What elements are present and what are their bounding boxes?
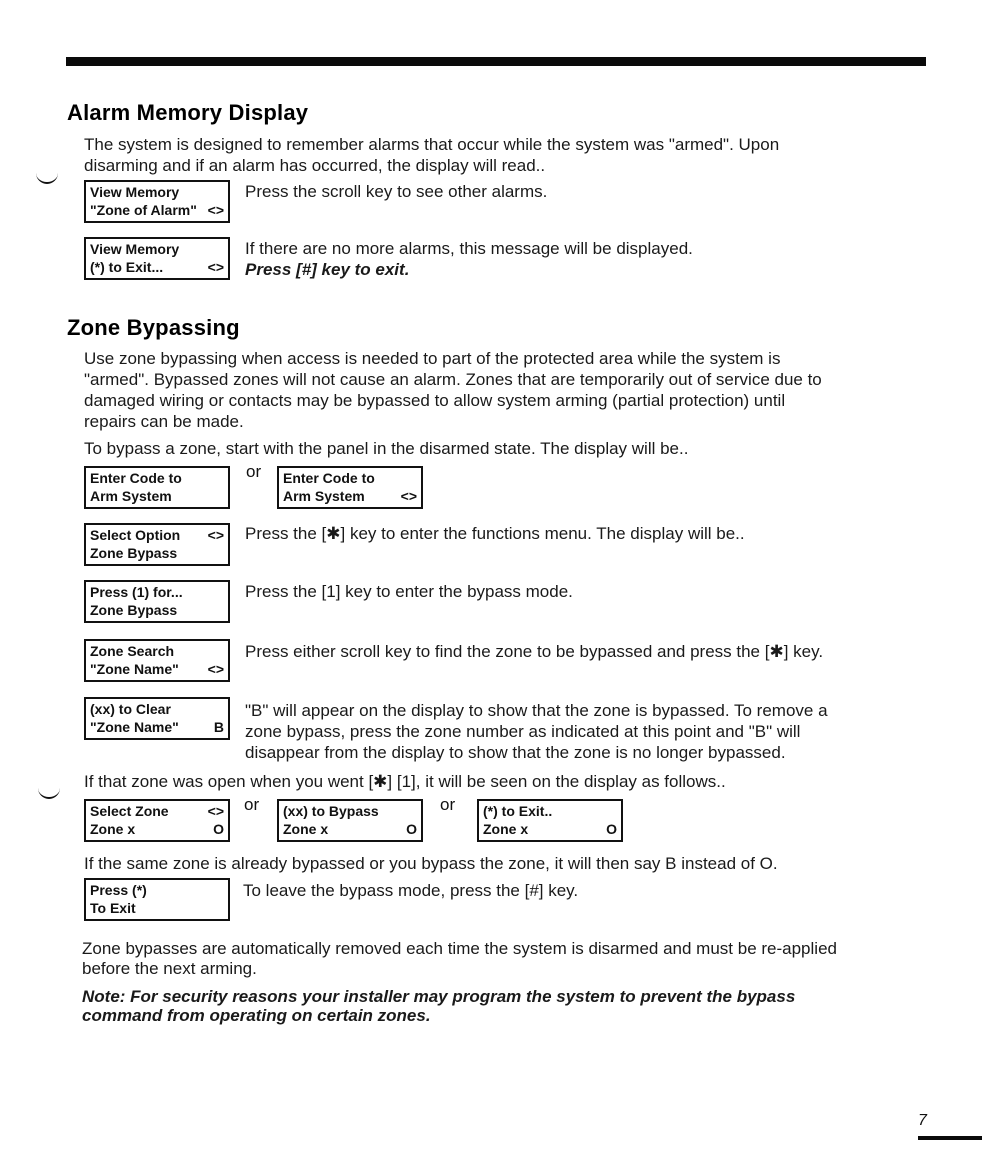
margin-mark (38, 787, 60, 799)
lcd-line: (xx) to Clear (90, 701, 171, 717)
lcd-line: Arm System (283, 488, 365, 504)
lcd-line: Press (*) (90, 882, 147, 898)
lcd1-description: Press the scroll key to see other alarms. (245, 182, 548, 201)
alarm-memory-intro-2: disarming and if an alarm has occurred, the display will read.. (84, 156, 546, 175)
lcd-open-select-zone (84, 799, 230, 842)
scroll-indicator: <> (207, 527, 224, 543)
alarm-memory-intro-1: The system is designed to remember alarms that occur while the system was "armed". Upon (84, 135, 780, 154)
lcd-open-to-bypass (277, 799, 423, 842)
zone-intro-4: repairs can be made. (84, 412, 244, 431)
lcd-line: Press (1) for... (90, 584, 183, 600)
lcd-line: Zone x (283, 821, 329, 837)
or-label: or (440, 795, 456, 814)
lcd-view-memory-zone (84, 180, 230, 223)
lcd-line: "Zone Name" (90, 661, 179, 677)
lcd-line: Zone Bypass (90, 602, 178, 618)
lcd-press-exit (84, 878, 230, 921)
lcd-zone-search (84, 639, 230, 682)
bypass-indicator: B (213, 719, 224, 735)
lcd-line: Zone Search (90, 643, 175, 659)
or-label: or (244, 795, 260, 814)
lcd-line: Select Zone (90, 803, 169, 819)
bottom-rule (918, 1136, 982, 1140)
lcd-line: (*) to Exit... (90, 259, 164, 275)
lcd-line: To Exit (90, 900, 136, 916)
lcd-line: Select Option (90, 527, 181, 543)
open-zone-text: If that zone was open when you went [✱] [1], it will be seen on the display as follows.. (84, 772, 726, 791)
lcd2-instruction: Press [#] key to exit. (245, 260, 410, 279)
open-indicator: O (606, 821, 617, 837)
lcd-enter-code-b (277, 466, 423, 509)
lcd-line: Enter Code to (283, 470, 375, 486)
page-number: 7 (918, 1112, 927, 1129)
scroll-indicator: <> (400, 488, 417, 504)
lcd-clear (84, 697, 230, 740)
lcd-open-to-exit (477, 799, 623, 842)
zone-intro-1: Use zone bypassing when access is needed to part of the protected area while the system is (84, 349, 781, 368)
security-note-1: Note: For security reasons your installer may program the system to prevent the bypass (82, 987, 796, 1006)
lcd-line: Zone x (90, 821, 136, 837)
lcd-enter-code-a (84, 466, 230, 509)
scroll-indicator: <> (207, 803, 224, 819)
security-note-2: command from operating on certain zones. (82, 1006, 431, 1025)
zone-start-text: To bypass a zone, start with the panel in the disarmed state. The display will be.. (84, 439, 689, 458)
clear-description-2: zone bypass, press the zone number as indicated at this point and "B" will (245, 722, 801, 741)
lcd-line: Enter Code to (90, 470, 182, 486)
lcd-line: "Zone of Alarm" (90, 202, 197, 218)
lcd-select-option (84, 523, 230, 566)
lcd-view-memory-exit (84, 237, 230, 280)
open-indicator: O (406, 821, 417, 837)
auto-removal-text-2: before the next arming. (82, 959, 257, 978)
clear-description-1: "B" will appear on the display to show that the zone is bypassed. To remove a (245, 701, 828, 720)
lcd-line: View Memory (90, 241, 180, 257)
margin-mark (36, 172, 58, 184)
lcd2-description: If there are no more alarms, this message will be displayed. (245, 239, 693, 258)
auto-removal-text-1: Zone bypasses are automatically removed each time the system is disarmed and must be re-applied (82, 939, 837, 958)
scroll-indicator: <> (207, 259, 224, 275)
scroll-indicator: <> (207, 202, 224, 218)
clear-description-3: disappear from the display to show that the zone is no longer bypassed. (245, 743, 786, 762)
same-zone-text: If the same zone is already bypassed or you bypass the zone, it will then say B instead of O. (84, 854, 778, 873)
lcd-line: (xx) to Bypass (283, 803, 379, 819)
lcd-line: Zone Bypass (90, 545, 178, 561)
lcd-line: Zone x (483, 821, 529, 837)
open-indicator: O (213, 821, 224, 837)
heading-alarm-memory: Alarm Memory Display (67, 100, 309, 125)
lcd-press-1 (84, 580, 230, 623)
search-description: Press either scroll key to find the zone to be bypassed and press the [✱] key. (245, 642, 824, 661)
top-rule (66, 57, 926, 66)
lcd-line: "Zone Name" (90, 719, 179, 735)
zone-intro-3: damaged wiring or contacts may be bypassed to allow system arming (partial protection) until (84, 391, 786, 410)
lcd-line: View Memory (90, 184, 180, 200)
press1-description: Press the [1] key to enter the bypass mode. (245, 582, 573, 601)
lcd-line: Arm System (90, 488, 172, 504)
or-label: or (246, 462, 262, 481)
scroll-indicator: <> (207, 661, 224, 677)
zone-intro-2: "armed". Bypassed zones will not cause an alarm. Zones that are temporarily out of service due to (84, 370, 822, 389)
exit-description: To leave the bypass mode, press the [#] key. (243, 881, 579, 900)
heading-zone-bypassing: Zone Bypassing (67, 315, 240, 340)
lcd-line: (*) to Exit.. (483, 803, 553, 819)
select-description: Press the [✱] key to enter the functions menu. The display will be.. (245, 524, 745, 543)
